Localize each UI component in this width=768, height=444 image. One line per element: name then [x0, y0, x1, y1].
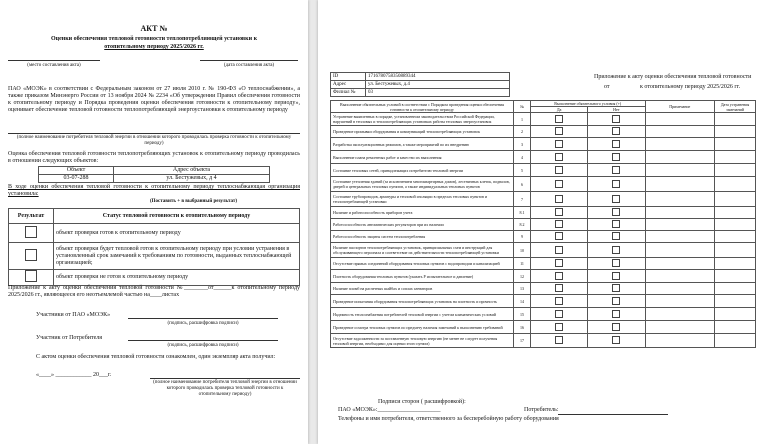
- requirement-text: Состояние утепления зданий (за исключением многоквартирных домов), лестничных клеток, подвалов, дверей и центральных тепловых пунктов, а также индивидуальных тепловых пунктов: [331, 177, 514, 192]
- requirement-yes-checkbox[interactable]: [555, 246, 563, 254]
- requirement-deadline[interactable]: [715, 151, 756, 164]
- date-line: [200, 60, 298, 61]
- requirement-no-checkbox[interactable]: [612, 220, 620, 228]
- results-table: [8, 208, 300, 286]
- requirement-deadline[interactable]: [715, 243, 756, 258]
- consumer-line: [8, 133, 300, 134]
- received-text: С актом оценки обеспечения тепловой готовности ознакомлен, один экземпляр акта получил:: [36, 354, 276, 360]
- requirement-no-checkbox[interactable]: [612, 180, 620, 188]
- consumer-sign-line: [128, 340, 278, 341]
- requirement-no-checkbox[interactable]: [612, 259, 620, 267]
- requirement-remark[interactable]: [645, 207, 715, 219]
- col-yes: Да: [531, 107, 588, 113]
- objects-head-addr: Адрес объекта: [114, 167, 270, 175]
- requirement-no-checkbox[interactable]: [612, 232, 620, 240]
- requirement-deadline[interactable]: [715, 207, 756, 219]
- requirement-yes-checkbox[interactable]: [555, 208, 563, 216]
- requirement-remark[interactable]: [645, 192, 715, 207]
- hdr-branch-label: Филиал №: [331, 89, 366, 97]
- requirement-no-checkbox[interactable]: [612, 272, 620, 280]
- requirement-no-checkbox[interactable]: [612, 195, 620, 203]
- requirement-remark[interactable]: [645, 243, 715, 258]
- requirement-row: [331, 207, 756, 219]
- requirement-row: [331, 243, 756, 258]
- requirement-row: [331, 295, 756, 308]
- received-sign-line: [150, 378, 300, 379]
- requirement-number: 15: [514, 308, 531, 321]
- requirement-no-checkbox[interactable]: [612, 310, 620, 318]
- requirement-deadline[interactable]: [715, 164, 756, 177]
- requirement-deadline[interactable]: [715, 321, 756, 334]
- requirement-no-checkbox[interactable]: [612, 208, 620, 216]
- requirement-deadline[interactable]: [715, 113, 756, 126]
- requirement-yes-checkbox[interactable]: [555, 259, 563, 267]
- requirement-yes-checkbox[interactable]: [555, 310, 563, 318]
- date-label: (дата составления акта): [223, 63, 275, 68]
- requirement-remark[interactable]: [645, 295, 715, 308]
- requirement-yes-checkbox[interactable]: [555, 127, 563, 135]
- sign-parties: Подписи сторон ( расшифровкой):: [378, 399, 466, 405]
- result-checkbox-conditional[interactable]: [25, 249, 37, 261]
- requirement-no-checkbox[interactable]: [612, 297, 620, 305]
- requirement-text: Наличие и работоспособность приборов учета: [331, 207, 514, 219]
- moek-sign-line: [128, 318, 278, 319]
- requirement-text: Работоспособность автоматических регуляторов при их наличии: [331, 219, 514, 231]
- hdr-addr-value: ул. Бестужевых, д.4: [366, 81, 510, 89]
- requirement-text: Надежность теплоснабжения потребителей тепловой энергии с учетом климатических условий: [331, 308, 514, 321]
- requirement-row: [331, 219, 756, 231]
- requirement-deadline[interactable]: [715, 334, 756, 348]
- requirement-no-checkbox[interactable]: [612, 127, 620, 135]
- requirement-deadline[interactable]: [715, 219, 756, 231]
- requirement-remark[interactable]: [645, 334, 715, 348]
- requirement-number: 2: [514, 126, 531, 138]
- consumer-signature-label: Потребитель:: [524, 407, 559, 413]
- results-text: В ходе оценки обеспечения тепловой готовности к отопительному периоду теплоснабжающая организация установила:: [8, 184, 300, 197]
- object-id: 03-07-288: [39, 175, 114, 183]
- requirement-number: 8.1: [514, 207, 531, 219]
- hdr-addr-label: Адрес: [331, 81, 366, 89]
- requirement-remark[interactable]: [645, 258, 715, 270]
- option-not-ready: объект проверки не готов к отопительному периоду: [54, 270, 300, 286]
- requirement-row: [331, 164, 756, 177]
- requirement-deadline[interactable]: [715, 192, 756, 207]
- requirement-row: [331, 126, 756, 138]
- requirement-deadline[interactable]: [715, 308, 756, 321]
- option-conditional: объект проверки будет тепловой готов к отопительному периоду при условии устранения в установленный срок замечаний к требованиям по готовности, выданных теплоснабжающей организацией;: [54, 243, 300, 270]
- requirement-no-checkbox[interactable]: [612, 246, 620, 254]
- requirement-remark[interactable]: [645, 126, 715, 138]
- act-title-line: Оценки обеспечения тепловой готовности теплопотребляющей установки к: [50, 36, 258, 42]
- result-checkbox-ready[interactable]: [25, 226, 37, 238]
- objects-head-obj: Объект: [39, 167, 114, 175]
- col-no: Нет: [588, 107, 645, 113]
- consumer-label: (полное наименование потребителя тепловой энергии в отношении которого проводилась проверка готовности к отопительному периоду): [16, 135, 292, 146]
- appendix-title: Приложение к акту оценки обеспечения тепловой готовности: [594, 74, 752, 80]
- requirement-row: [331, 151, 756, 164]
- requirement-number: 5: [514, 164, 531, 177]
- col-number: №: [514, 101, 531, 113]
- requirement-text: Наличие паспортов теплопотребляющих установок, принципиальных схем и инструкций для обслуживающего персонала и соответствие их действительности теплопотребляющей установки: [331, 243, 514, 258]
- place-label: (место составления акта): [27, 63, 81, 68]
- appendix-header-table: [330, 72, 510, 97]
- requirement-number: 1: [514, 113, 531, 126]
- results-note: (Поставить + в выбранный результат): [150, 199, 237, 204]
- requirement-deadline[interactable]: [715, 177, 756, 192]
- option-ready: объект проверки готов к отопительному периоду: [54, 224, 300, 243]
- requirement-number: 12: [514, 270, 531, 283]
- requirement-yes-checkbox[interactable]: [555, 232, 563, 240]
- requirement-text: Разработка эксплуатационных режимов, а также мероприятий по их внедрению: [331, 138, 514, 151]
- hdr-id-label: ID: [331, 73, 366, 81]
- requirement-text: Устранение выявленных в порядке, установленном законодательством Российской Федерации, нарушений в тепловых и теплопотребляющих установках работы тепловых энергоустановок: [331, 113, 514, 126]
- requirement-text: Наличие пломб на расчетных шайбах и соплах элеваторов: [331, 283, 514, 295]
- requirement-no-checkbox[interactable]: [612, 323, 620, 331]
- requirement-number: 6: [514, 177, 531, 192]
- requirement-row: [331, 177, 756, 192]
- requirement-text: Проведение осмотра тепловых пунктов по предмету наличия замечаний к выполнению требований: [331, 321, 514, 334]
- requirement-number: 13: [514, 283, 531, 295]
- requirement-remark[interactable]: [645, 113, 715, 126]
- requirement-deadline[interactable]: [715, 295, 756, 308]
- requirement-remark[interactable]: [645, 151, 715, 164]
- footer-note: (полное наименование потребителя тепловой энергии в отношении которого проводилась проверка тепловой готовности к отопительному периоду): [153, 380, 297, 397]
- object-address: ул. Бестужевых, д 4: [114, 175, 270, 183]
- requirement-number: 16: [514, 321, 531, 334]
- requirement-row: [331, 283, 756, 295]
- requirement-number: 7: [514, 192, 531, 207]
- requirement-remark[interactable]: [645, 270, 715, 283]
- requirement-deadline[interactable]: [715, 270, 756, 283]
- requirement-deadline[interactable]: [715, 138, 756, 151]
- requirement-row: [331, 334, 756, 348]
- requirement-text: Отсутствие задолженности за поставленную тепловую энергию (не менее не следует получения тепловой энергии, необходимо для оценки этого пункта): [331, 334, 514, 348]
- requirement-remark[interactable]: [645, 138, 715, 151]
- requirement-row: [331, 270, 756, 283]
- appendix-page: [318, 0, 768, 444]
- requirement-no-checkbox[interactable]: [612, 336, 620, 344]
- requirement-text: Отсутствие прямых соединений оборудования тепловых пунктов с водопроводом и канализацией: [331, 258, 514, 270]
- requirement-number: 14: [514, 295, 531, 308]
- requirement-remark[interactable]: [645, 164, 715, 177]
- requirement-row: [331, 231, 756, 243]
- col-deadline: Дата устранения замечаний: [715, 101, 756, 113]
- requirement-yes-checkbox[interactable]: [555, 272, 563, 280]
- requirement-deadline[interactable]: [715, 283, 756, 295]
- requirement-number: 4: [514, 151, 531, 164]
- moek-participants-label: Участники от ПАО «МОЭК»: [36, 312, 111, 318]
- requirement-remark[interactable]: [645, 283, 715, 295]
- result-checkbox-not-ready[interactable]: [25, 270, 37, 282]
- consumer-sign-label: (подпись, расшифровка подписи): [167, 343, 239, 348]
- requirement-remark[interactable]: [645, 321, 715, 334]
- act-page: [0, 0, 308, 444]
- act-title-period: отопительному периоду 2025/2026 гг.: [104, 44, 204, 50]
- consumer-participant-label: Участник от Потребителя: [36, 335, 103, 341]
- requirement-text: Проведение промывки оборудования и коммуникаций теплопотребляющих установок: [331, 126, 514, 138]
- requirement-yes-checkbox[interactable]: [555, 336, 563, 344]
- requirement-row: [331, 138, 756, 151]
- requirement-number: 11: [514, 258, 531, 270]
- col-requirements: Выполнение обязательных условий в соответствии с Порядком проведения оценки обеспечения готовности к отопительному периоду: [331, 101, 514, 113]
- act-title-number: АКТ №: [140, 24, 168, 33]
- requirement-number: 10: [514, 243, 531, 258]
- requirement-deadline[interactable]: [715, 231, 756, 243]
- objects-intro: Оценка обеспечения тепловой готовности теплопотребляющих установок к отопительному периоду проводилась в отношении следующих объектов:: [8, 151, 300, 164]
- requirement-yes-checkbox[interactable]: [555, 284, 563, 292]
- requirement-text: Проведение испытания оборудования теплопотребляющих установок на плотность и прочность: [331, 295, 514, 308]
- objects-table: [38, 166, 270, 183]
- requirement-yes-checkbox[interactable]: [555, 220, 563, 228]
- place-line: [8, 60, 100, 61]
- requirement-remark[interactable]: [645, 219, 715, 231]
- moek-sign-label: (подпись, расшифровка подписи): [167, 321, 239, 326]
- requirement-no-checkbox[interactable]: [612, 140, 620, 148]
- requirement-number: 3: [514, 138, 531, 151]
- requirement-remark[interactable]: [645, 231, 715, 243]
- appendix-from: от: [604, 84, 610, 90]
- requirement-remark[interactable]: [645, 308, 715, 321]
- requirement-row: [331, 258, 756, 270]
- requirements-table: [330, 100, 756, 348]
- hdr-branch-value: 03: [366, 89, 510, 97]
- intro-paragraph: ПАО «МОЭК» в соответствии с Федеральным законом от 27 июля 2010 г. № 190-ФЗ «О теплоснабжении», а также приказом Минэнерго России от 13 ноября 2024 № 2234 «Об утверждении Правил обеспечения готовности к отопительному периоду и Порядка проведения оценки обеспечения готовности к отопительному периоду», оценивает обеспечение тепловой готовности теплопотребляющей энергоустановки к отопительному периоду: [8, 86, 300, 113]
- requirement-number: 9: [514, 231, 531, 243]
- appendix-period: к отопительному периоду 2025/2026 гг.: [640, 84, 741, 90]
- requirement-row: [331, 113, 756, 126]
- requirement-yes-checkbox[interactable]: [555, 115, 563, 123]
- requirement-yes-checkbox[interactable]: [555, 180, 563, 188]
- col-remarks: Примечание: [645, 101, 715, 113]
- received-date: «____» ____________ 20___г.: [36, 372, 112, 378]
- requirement-yes-checkbox[interactable]: [555, 297, 563, 305]
- requirement-deadline[interactable]: [715, 126, 756, 138]
- requirement-text: Выполнение плана ремонтных работ и качество их выполнения: [331, 151, 514, 164]
- requirement-text: Работоспособность защиты систем теплопотребления: [331, 231, 514, 243]
- requirement-no-checkbox[interactable]: [612, 153, 620, 161]
- requirement-row: [331, 192, 756, 207]
- requirement-number: 17: [514, 334, 531, 348]
- requirement-yes-checkbox[interactable]: [555, 166, 563, 174]
- requirement-yes-checkbox[interactable]: [555, 153, 563, 161]
- result-head: Результат: [9, 209, 54, 224]
- requirement-text: Состояние трубопроводов, арматуры и тепловой изоляции в пределах тепловых пунктов и теплопотребляющей установки: [331, 192, 514, 207]
- status-head: Статус тепловой готовности к отопительному периоду: [54, 209, 300, 224]
- requirement-yes-checkbox[interactable]: [555, 140, 563, 148]
- requirement-deadline[interactable]: [715, 258, 756, 270]
- requirement-text: Плотность оборудования тепловых пунктов (указать Р испытательное и давление): [331, 270, 514, 283]
- requirement-no-checkbox[interactable]: [612, 284, 620, 292]
- responsible-phone: Телефоны и имя потребителя, ответственного за бесперебойную работу оборудования: [338, 416, 559, 422]
- requirement-yes-checkbox[interactable]: [555, 195, 563, 203]
- requirement-no-checkbox[interactable]: [612, 166, 620, 174]
- requirement-row: [331, 321, 756, 334]
- col-done: Выполнение обязательного условия (+): [531, 101, 646, 107]
- requirement-row: [331, 308, 756, 321]
- requirement-no-checkbox[interactable]: [612, 115, 620, 123]
- appendix-note: Приложение к акту оценки обеспечения тепловой готовности №________от______к отопительному периоду 2025/2026 гг., являющееся его неотъемлемой частью на____листах: [8, 285, 300, 298]
- hdr-id-value: 1716780758350889344: [366, 73, 510, 81]
- moek-signature: ПАО «МОЭК»:_____________________: [338, 407, 441, 413]
- requirement-number: 8.2: [514, 219, 531, 231]
- consumer-signature-line: [558, 414, 668, 415]
- requirement-text: Состояние тепловых сетей, принадлежащих потребителю тепловой энергии: [331, 164, 514, 177]
- requirement-remark[interactable]: [645, 177, 715, 192]
- requirement-yes-checkbox[interactable]: [555, 323, 563, 331]
